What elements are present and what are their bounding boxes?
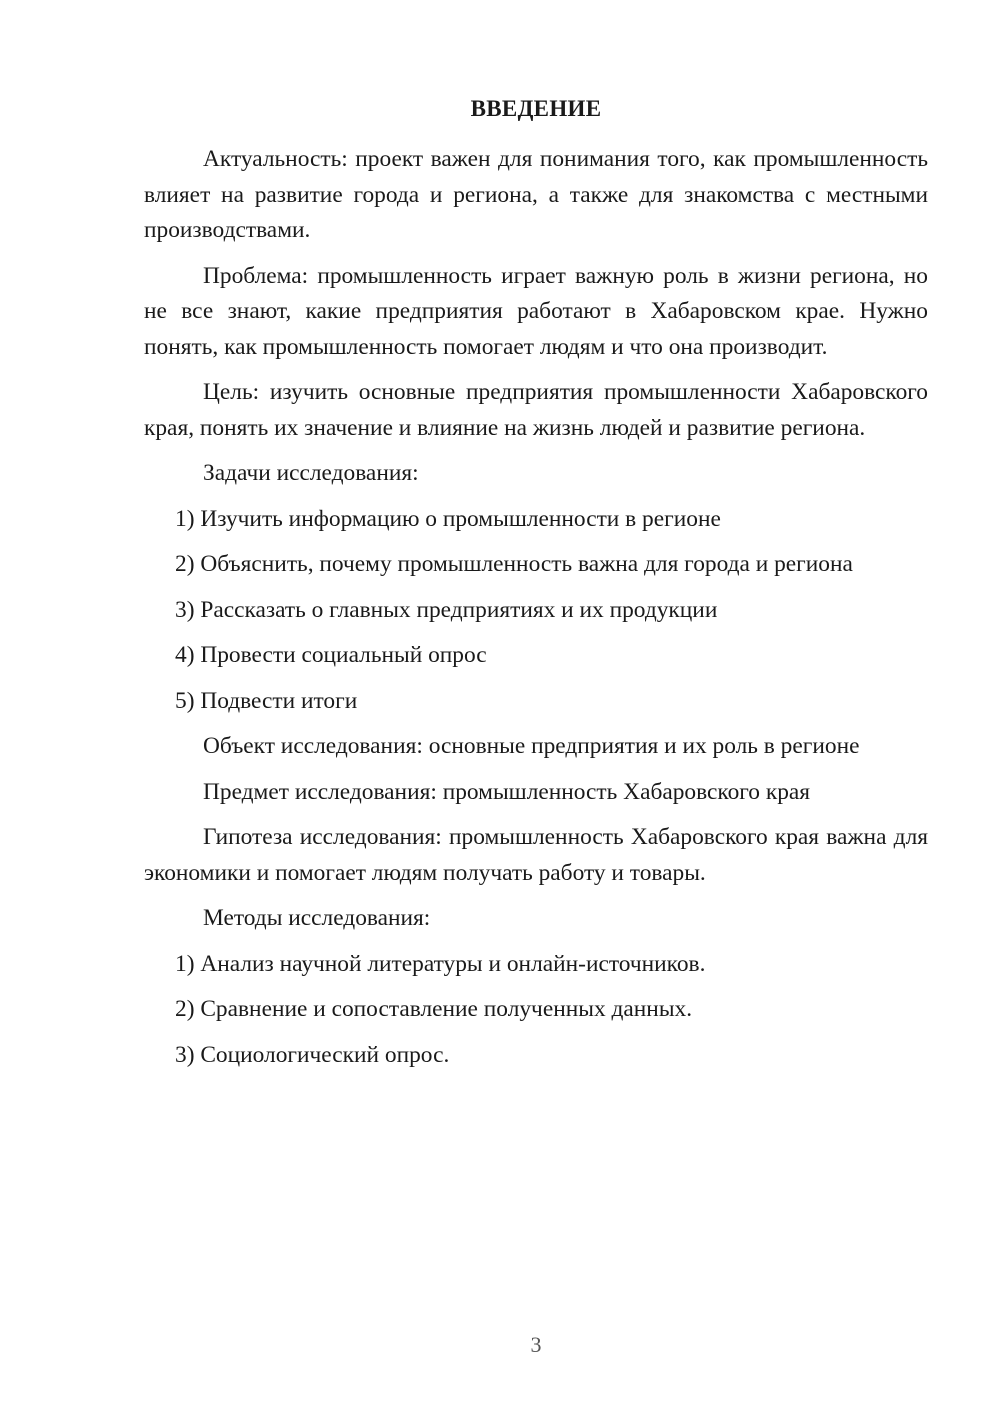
task-item: 2) Объяснить, почему промышленность важна для города и региона [175, 551, 853, 577]
subject-paragraph: Предмет исследования: промышленность Хабаровского края [203, 778, 811, 805]
method-item: 3) Социологический опрос. [175, 1041, 450, 1068]
relevance-paragraph: Актуальность: проект важен для понимания того, как промышленность влияет на развитие города и региона, а также для знакомства с местными производствами. [144, 146, 928, 243]
tasks-heading: Задачи исследования: [203, 460, 419, 486]
methods-list [144, 947, 928, 1074]
methods-heading: Методы исследования: [203, 905, 431, 931]
task-item: 3) Рассказать о главных предприятиях и их продукции [175, 596, 718, 623]
object-paragraph: Объект исследования: основные предприятия и их роль в регионе [203, 733, 860, 759]
goal-paragraph: Цель: изучить основные предприятия промышленности Хабаровского края, понять их значение и влияние на жизнь людей и развитие региона. [144, 379, 928, 441]
method-item: 2) Сравнение и сопоставление полученных данных. [175, 996, 693, 1022]
problem-paragraph: Проблема: промышленность играет важную роль в жизни региона, но не все знают, какие предприятия работают в Хабаровском крае. Нужно понять, как промышленность помогает людям и что она производит. [144, 262, 928, 360]
section-title: ВВЕДЕНИЕ [470, 96, 602, 121]
tasks-list [144, 502, 928, 720]
task-item: 1) Изучить информацию о промышленности в регионе [175, 505, 721, 532]
task-item: 5) Подвести итоги [175, 687, 358, 714]
method-item: 1) Анализ научной литературы и онлайн-источников. [175, 950, 706, 977]
task-item: 4) Провести социальный опрос [175, 642, 487, 668]
document-body [144, 142, 928, 1083]
hypothesis-paragraph: Гипотеза исследования: промышленность Хабаровского края важна для экономики и помогает людям получать работу и товары. [144, 824, 928, 886]
page-number: 3 [530, 1332, 542, 1357]
